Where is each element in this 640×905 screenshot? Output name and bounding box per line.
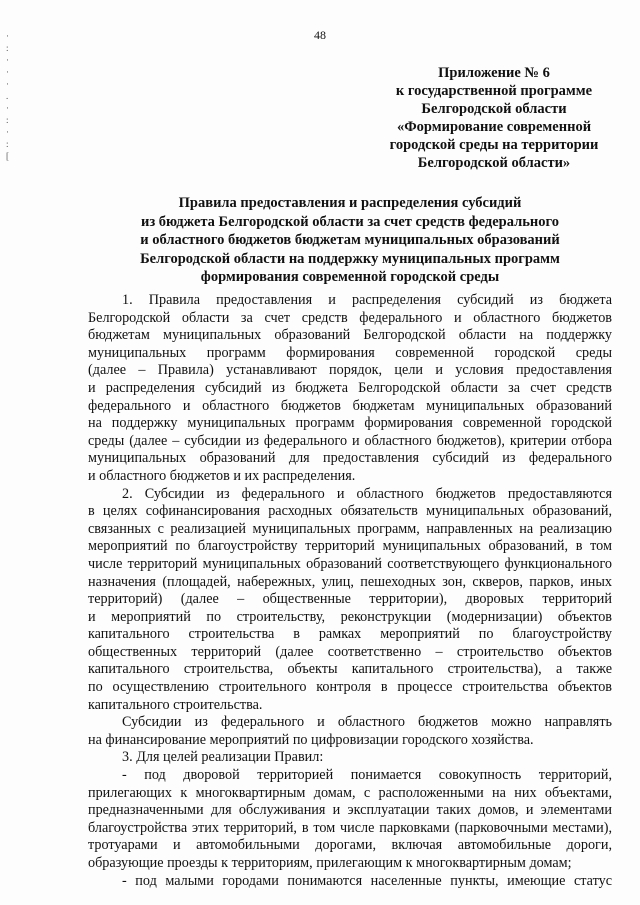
body-text-line: 2. Субсидии из федерального и областного бюджетов предоставляются <box>122 485 612 502</box>
body-text-line: муниципальных программ формирования современной городской среды <box>88 344 612 361</box>
body-text-line: (далее – Правила) устанавливают порядок, цели и условия предоставления <box>88 362 612 379</box>
body-text-line: на поддержку муниципальных программ формирования современной городской <box>88 415 612 432</box>
body-text-line: тротуарами и автомобильными дорогами, включая автомобильные дороги, <box>88 837 612 854</box>
body-text-line: федерального и областного бюджетов бюджетам муниципальных образований <box>88 397 612 414</box>
margin-binding-marks: · : · · · . · : · : [ <box>6 31 9 161</box>
appendix-line: Белгородской области» <box>417 155 571 171</box>
body-text-line: - под дворовой территорией понимается совокупность территорий, <box>122 767 612 784</box>
appendix-line: Приложение № 6 <box>438 65 550 81</box>
body-text-line: и мероприятий по строительству, реконструкции (модернизации) объектов <box>88 608 612 625</box>
body-text-line: бюджетам муниципальных образований Белгородской области на поддержку <box>88 327 612 344</box>
body-text-line: предназначенными для обслуживания и эксплуатации таких домов, и элементами <box>88 802 612 819</box>
appendix-line: городской среды на территории <box>389 137 599 153</box>
body-text-line: и распределения субсидий из бюджета Белгородской области за счет средств <box>88 379 612 396</box>
appendix-header <box>374 64 614 172</box>
body-text-line: - под малыми городами понимаются населенные пункты, имеющие статус <box>122 872 612 889</box>
body-text-line: прилегающих к многоквартирным домам, с расположенными на них объектами, <box>88 784 612 801</box>
body-text-line: Белгородской области за счет средств федерального и областного бюджетов <box>88 309 612 326</box>
body-text-line: благоустройства этих территорий, в том числе парковками (парковочными местами), <box>88 819 612 836</box>
appendix-line: «Формирование современной <box>396 119 592 135</box>
body-text-line: 1. Правила предоставления и распределения субсидий из бюджета <box>122 292 612 308</box>
body-text-line: Субсидии из федерального и областного бюджетов можно направлять <box>122 714 612 731</box>
document-body <box>88 292 612 890</box>
body-text-line: в целях софинансирования расходных обязательств муниципальных образований, <box>88 503 612 520</box>
body-text-line: среды (далее – субсидии из федерального и областного бюджетов), критерии отбора <box>88 432 612 449</box>
body-text-line: 3. Для целей реализации Правил: <box>122 749 324 766</box>
title-line: из бюджета Белгородской области за счет средств федерального <box>140 213 559 230</box>
body-text-line: и областного бюджетов и их распределения. <box>88 467 356 484</box>
body-text-line: капитального строительства. <box>88 696 263 713</box>
document-title <box>88 194 612 287</box>
appendix-line: Белгородской области <box>421 101 567 117</box>
body-text-line: территорий) (далее – общественные территории), дворовых территорий <box>88 591 612 608</box>
appendix-line: к государственной программе <box>395 83 593 99</box>
body-text-line: по осуществлению строительного контроля в процессе строительства объектов <box>88 679 612 696</box>
body-text-line: связанных с реализацией муниципальных программ, направленных на реализацию <box>88 520 612 537</box>
body-text-line: числе территорий муниципальных образований соответствующего функционального <box>88 555 612 572</box>
title-line: формирования современной городской среды <box>200 269 500 285</box>
body-text-line: общественных территорий (далее соответственно – строительство объектов <box>88 643 612 660</box>
body-text-line: мероприятий по благоустройству территорий муниципальных образований, в том <box>88 538 612 555</box>
title-line: и областного бюджетов бюджетам муниципальных образований <box>140 232 560 248</box>
title-line: Белгородской области на поддержку муниципальных программ <box>140 250 560 267</box>
page-number: 48 <box>314 28 326 42</box>
title-line: Правила предоставления и распределения субсидий <box>178 195 522 211</box>
body-text-line: капитального строительства в рамках мероприятий по благоустройству <box>88 626 612 643</box>
body-text-line: муниципальных образований для предоставления субсидий из федерального <box>88 450 612 467</box>
body-text-line: назначения (площадей, набережных, улиц, пешеходных зон, скверов, парков, иных <box>88 573 612 590</box>
body-text-line: образующие проезды к территориям, прилегающим к многоквартирным домам; <box>88 855 572 871</box>
body-text-line: капитального строительства, объекты капитального строительства), а также <box>88 661 612 678</box>
body-text-line: на финансирование мероприятий по цифровизации городского хозяйства. <box>88 731 534 748</box>
